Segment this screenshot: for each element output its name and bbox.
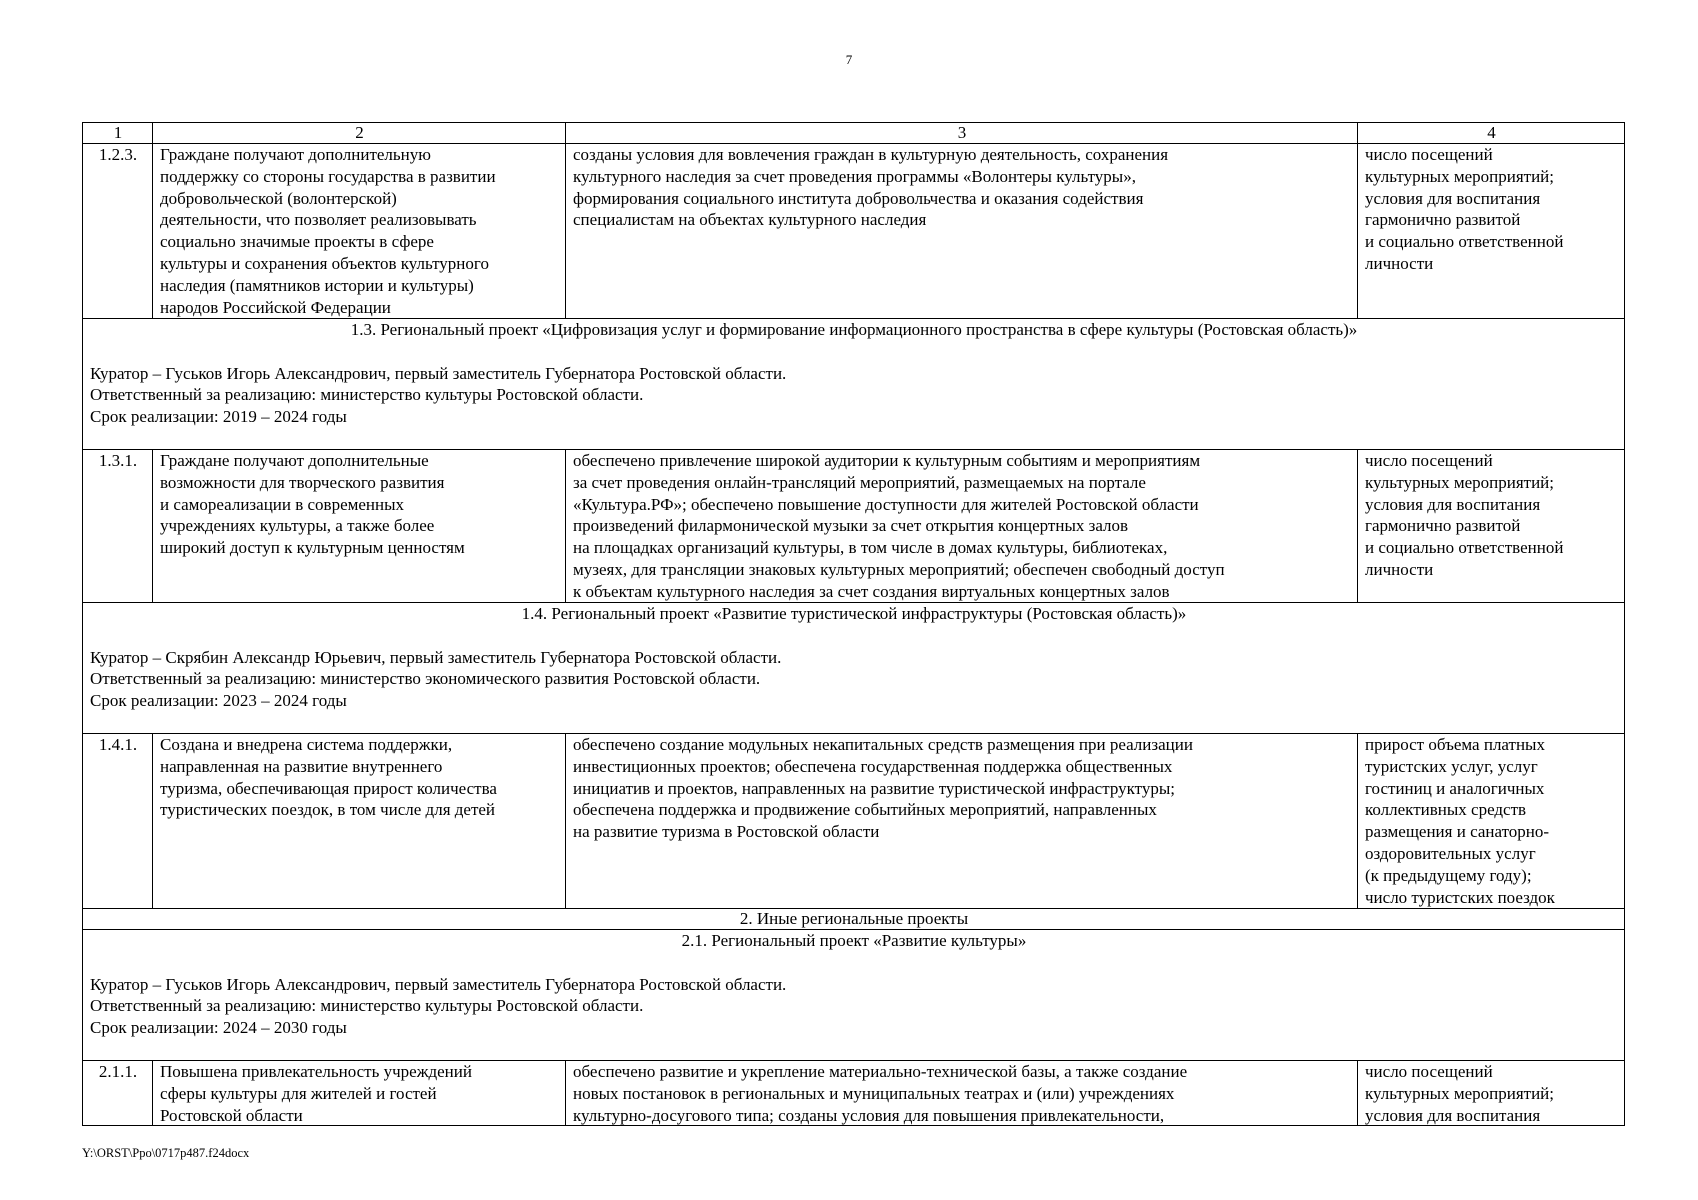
section-row (83, 319, 1625, 450)
text-line: культурных мероприятий; (1365, 472, 1555, 492)
text-line: формирования социального института добровольчества и оказания содействия (573, 188, 1144, 208)
text-line: прирост объема платных (1365, 735, 1545, 754)
table-header-row (83, 123, 1625, 144)
curator-line: Куратор – Скрябин Александр Юрьевич, первый заместитель Губернатора Ростовской области. (90, 647, 782, 667)
section-cell (83, 930, 1625, 1061)
text-line: Создана и внедрена система поддержки, (160, 735, 453, 754)
text-line: народов Российской Федерации (160, 297, 391, 317)
text-line: гостиниц и аналогичных (1365, 778, 1545, 798)
text-line: на развитие туризма в Ростовской области (573, 822, 880, 842)
text-line: к объектам культурного наследия за счет создания виртуальных концертных залов (573, 581, 1170, 601)
text-line: и социально ответственной (1365, 538, 1564, 558)
text-line: деятельности, что позволяет реализовывать (160, 210, 477, 230)
text-line: гармонично развитой (1365, 210, 1521, 230)
section-title: 1.4. Региональный проект «Развитие туристической инфраструктуры (Ростовская область)» (521, 604, 1187, 623)
section-row (83, 930, 1625, 1061)
text-line: и социально ответственной (1365, 232, 1564, 252)
text-line: направленная на развитие внутреннего (160, 756, 443, 776)
text-line: возможности для творческого развития (160, 472, 445, 492)
group-title-text: 2. Иные региональные проекты (739, 909, 969, 928)
header-cell: 4 (1358, 123, 1625, 144)
row-number: 1.2.3. (83, 144, 153, 319)
header-cell: 1 (83, 123, 153, 144)
text-line: культурного наследия за счет проведения программы «Волонтеры культуры», (573, 166, 1136, 186)
table-row (83, 144, 1625, 319)
text-line: оздоровительных услуг (1365, 843, 1536, 863)
text-line: обеспечено привлечение широкой аудитории к культурным событиям и мероприятиям (573, 451, 1201, 470)
text-line: личности (1365, 253, 1434, 273)
text-line: наследия (памятников истории и культуры) (160, 275, 474, 295)
text-line: Граждане получают дополнительную (160, 145, 431, 164)
text-line: туристских услуг, услуг (1365, 756, 1538, 776)
text-line: условия для воспитания (1365, 494, 1541, 514)
text-line: обеспечено развитие и укрепление материально-технической базы, а также создание (573, 1062, 1188, 1081)
text-line: Ростовской области (160, 1105, 303, 1125)
responsible-line: Ответственный за реализацию: министерство экономического развития Ростовской области. (90, 669, 761, 689)
text-line: произведений филармонической музыки за счет открытия концертных залов (573, 516, 1129, 536)
text-line: инвестиционных проектов; обеспечена государственная поддержка общественных (573, 756, 1173, 776)
text-line: число посещений (1365, 1062, 1493, 1081)
term-line: Срок реализации: 2023 – 2024 годы (90, 691, 347, 711)
text-line: широкий доступ к культурным ценностям (160, 538, 465, 558)
text-line: гармонично развитой (1365, 516, 1521, 536)
result-cell (153, 734, 566, 909)
result-cell (153, 450, 566, 603)
result-cell (153, 144, 566, 319)
text-line: туризма, обеспечивающая прирост количества (160, 778, 497, 798)
row-number: 1.4.1. (83, 734, 153, 909)
text-line: музеях, для трансляции знаковых культурных мероприятий; обеспечен свободный доступ (573, 559, 1225, 579)
text-line: и самореализации в современных (160, 494, 405, 514)
text-line: туристических поездок, в том числе для детей (160, 800, 496, 820)
term-line: Срок реализации: 2024 – 2030 годы (90, 1018, 347, 1038)
table-row (83, 450, 1625, 603)
text-line: за счет проведения онлайн-трансляций мероприятий, размещаемых на портале (573, 472, 1146, 492)
indicator-cell (1358, 734, 1625, 909)
text-line: коллективных средств (1365, 800, 1527, 820)
text-line: обеспечена поддержка и продвижение событийных мероприятий, направленных (573, 800, 1157, 820)
text-line: личности (1365, 559, 1434, 579)
text-line: социально значимые проекты в сфере (160, 232, 434, 252)
description-cell (566, 144, 1358, 319)
description-cell (566, 734, 1358, 909)
text-line: условия для воспитания (1365, 188, 1541, 208)
table-row (83, 1061, 1625, 1126)
indicator-cell (1358, 450, 1625, 603)
text-line: поддержку со стороны государства в развитии (160, 166, 496, 186)
text-line: обеспечено создание модульных некапитальных средств размещения при реализации (573, 735, 1193, 754)
table-row (83, 734, 1625, 909)
text-line: специалистам на объектах культурного наследия (573, 210, 927, 230)
responsible-line: Ответственный за реализацию: министерство культуры Ростовской области. (90, 996, 644, 1016)
file-path-footer: Y:\ORST\Ppo\0717p487.f24docx (82, 1146, 250, 1160)
header-cell: 2 (153, 123, 566, 144)
section-cell (83, 603, 1625, 734)
text-line: культурно-досугового типа; созданы условия для повышения привлекательности, (573, 1105, 1165, 1125)
text-line: (к предыдущему году); (1365, 865, 1532, 885)
section-cell (83, 319, 1625, 450)
curator-line: Куратор – Гуськов Игорь Александрович, первый заместитель Губернатора Ростовской области. (90, 974, 787, 994)
text-line: число посещений (1365, 145, 1493, 164)
text-line: на площадках организаций культуры, в том числе в домах культуры, библиотеках, (573, 538, 1168, 558)
text-line: Граждане получают дополнительные (160, 451, 429, 470)
result-cell (153, 1061, 566, 1126)
text-line: учреждениях культуры, а также более (160, 516, 435, 536)
text-line: добровольческой (волонтерской) (160, 188, 397, 208)
indicator-cell (1358, 1061, 1625, 1126)
section-row (83, 603, 1625, 734)
projects-table (82, 122, 1625, 1126)
text-line: сферы культуры для жителей и гостей (160, 1083, 437, 1103)
text-line: условия для воспитания (1365, 1105, 1541, 1125)
text-line: созданы условия для вовлечения граждан в культурную деятельность, сохранения (573, 145, 1169, 164)
term-line: Срок реализации: 2019 – 2024 годы (90, 407, 347, 427)
section-title: 2.1. Региональный проект «Развитие культуры» (681, 931, 1027, 950)
text-line: число туристских поездок (1365, 887, 1555, 907)
curator-line: Куратор – Гуськов Игорь Александрович, первый заместитель Губернатора Ростовской области. (90, 363, 787, 383)
text-line: «Культура.РФ»; обеспечено повышение доступности для жителей Ростовской области (573, 494, 1199, 514)
indicator-cell (1358, 144, 1625, 319)
text-line: инициатив и проектов, направленных на развитие туристической инфраструктуры; (573, 778, 1176, 798)
text-line: размещения и санаторно- (1365, 822, 1550, 842)
description-cell (566, 1061, 1358, 1126)
page-number: 7 (845, 52, 853, 67)
responsible-line: Ответственный за реализацию: министерство культуры Ростовской области. (90, 385, 644, 405)
group-title-row (83, 909, 1625, 930)
header-cell: 3 (566, 123, 1358, 144)
text-line: новых постановок в региональных и муниципальных театрах и (или) учреждениях (573, 1083, 1175, 1103)
text-line: Повышена привлекательность учреждений (160, 1062, 472, 1081)
row-number: 1.3.1. (83, 450, 153, 603)
text-line: культурных мероприятий; (1365, 166, 1555, 186)
row-number: 2.1.1. (83, 1061, 153, 1126)
text-line: культуры и сохранения объектов культурного (160, 253, 489, 273)
text-line: число посещений (1365, 451, 1493, 470)
description-cell (566, 450, 1358, 603)
section-title: 1.3. Региональный проект «Цифровизация услуг и формирование информационного пространства в сфере культуры (Ростовская область)» (350, 320, 1358, 339)
text-line: культурных мероприятий; (1365, 1083, 1555, 1103)
group-title (83, 909, 1625, 930)
